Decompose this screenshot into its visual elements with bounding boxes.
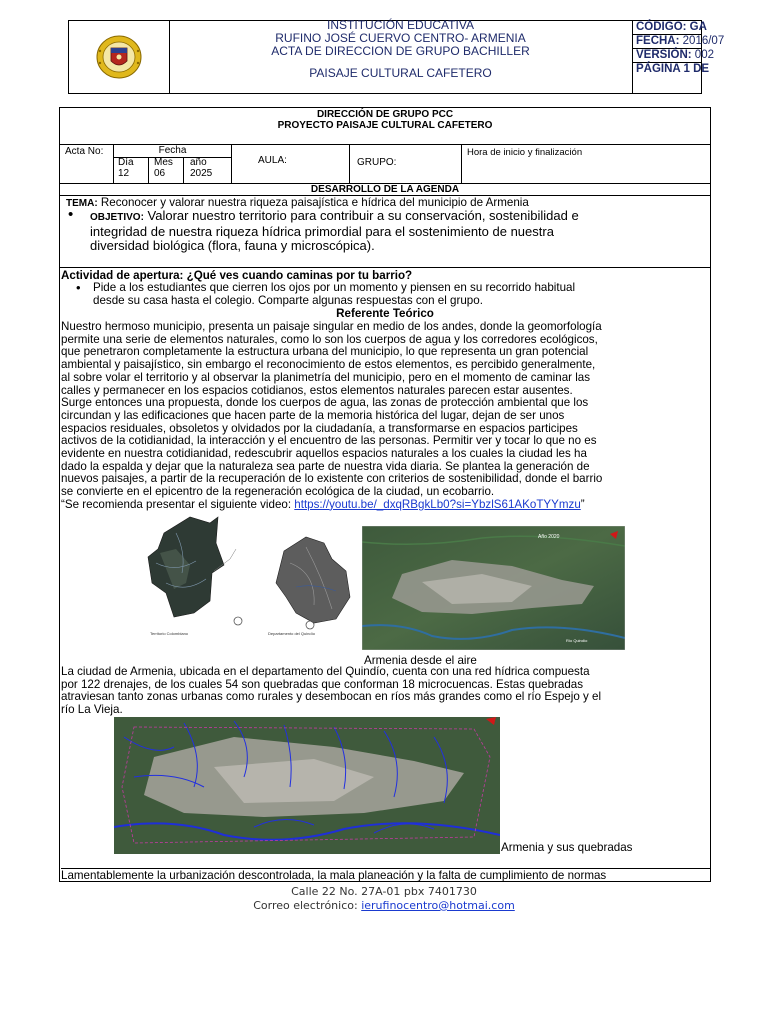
objetivo-block: [68, 206, 705, 254]
header-meta-cell: [632, 21, 725, 93]
referente-paragraph: [61, 321, 710, 512]
p2-line: por 122 drenajes, de los cuales 54 son quebradas que conforman 18 microcuencas. Estas quebradas: [61, 677, 584, 691]
objetivo-line-2: integridad de nuestra riqueza hídrica primordial para el sostenimiento de nuestra: [90, 224, 554, 240]
p1-line: circundan y las edificaciones que hacen parte de la memoria histórica del lugar, dejan de ser unos: [61, 408, 565, 422]
footer-address: Calle 22 No. 27A-01 pbx 7401730: [291, 885, 477, 898]
school-name: RUFINO JOSÉ CUERVO CENTRO- ARMENIA: [275, 31, 526, 45]
form-title-row: [60, 108, 710, 145]
fecha-label: Fecha: [114, 145, 231, 158]
agenda-header: DESARROLLO DE LA AGENDA: [60, 184, 710, 196]
quebradas-caption: Armenia y sus quebradas: [501, 841, 633, 854]
footer-email-line: [0, 899, 768, 912]
objetivo-line-3: diversidad biológica (flora, fauna y microscópica).: [90, 238, 375, 254]
mes-cell: [149, 157, 184, 183]
p1-line: permite una serie de elementos naturales, como lo son los cuerpos de agua y los corredores ecológicos,: [61, 332, 598, 346]
objetivo-label: OBJETIVO:: [90, 212, 144, 223]
school-seal-logo: [69, 21, 169, 93]
hora-cell: [462, 145, 715, 158]
video-link[interactable]: https://youtu.be/_dxqRBgkLb0?si=YbzlS61AKoTYYmzu: [294, 497, 581, 511]
last-line: Lamentablemente la urbanización descontrolada, la mala planeación y la falta de cumplimiento de normas: [61, 868, 710, 883]
acta-no-label: Acta No:: [65, 146, 104, 157]
pagina-label: PÁGINA 1 DE: [636, 63, 710, 75]
p1-line: ambiental y paisajístico, sin embargo el reconocimiento de estos elementos, es percibido generalmente,: [61, 358, 596, 372]
grupo-label: GRUPO:: [357, 157, 397, 168]
map-caption-2: Departamento del Quindío: [268, 631, 315, 636]
aula-label: AULA:: [258, 155, 287, 166]
apertura-line-2: desde su casa hasta el colegio. Comparte algunas respuestas con el grupo.: [93, 294, 483, 307]
version-value: 002: [694, 49, 714, 61]
p2-line: río La Vieja.: [61, 703, 123, 717]
apertura-line-1: Pide a los estudiantes que cierren los ojos por un momento y piensen en su recorrido habitual: [93, 281, 576, 294]
dia-value: 12: [118, 168, 130, 179]
document-header: [68, 18, 725, 94]
p1-line: dado la espalda y dejar que la naturaleza sea parte de nuestra vida diaria. Se plantea la generación de: [61, 459, 590, 473]
header-title-cell: [169, 18, 633, 93]
fecha-label: FECHA:: [636, 35, 680, 47]
video-prefix: “Se recomienda presentar el siguiente video:: [61, 497, 295, 511]
p2-line: La ciudad de Armenia, ubicada en el departamento del Quindío, cuenta con una red hídrica compuesta: [61, 665, 590, 678]
anio-value: 2025: [190, 168, 213, 179]
anio-cell: [184, 157, 231, 183]
objetivo-line-1: Valorar nuestro territorio para contribuir a su conservación, sostenibilidad e: [147, 208, 579, 223]
p1-line: nuevos paisajes, a partir de la recuperación de lo existente con criterios de sostenibilidad, donde el barrio: [61, 472, 603, 486]
aerial-caption: Armenia desde el aire: [364, 654, 477, 667]
institution-name: INSTITUCIÓN EDUCATIVA: [327, 18, 474, 32]
p1-line: se convierte en el epicentro de la regeneración ecológica de la ciudad, un ecobarrio.: [61, 485, 495, 499]
aerial-year-label: Año 2020: [538, 534, 560, 540]
p1-line: evidente en nuestra cotidianidad, redescubrir aquellos espacios naturales a los cuales la ciudad les ha: [61, 447, 587, 461]
bullet-icon: •: [76, 280, 81, 295]
tema-objetivo-row: [60, 196, 710, 268]
video-line: [61, 499, 710, 512]
p1-line: espacios residuales, obsoletos y olvidados por la ciudadanía, a transformarse en espacios participes: [61, 421, 578, 435]
mes-value: 06: [154, 168, 166, 179]
bullet-icon: •: [68, 206, 74, 223]
version-label: VERSIÓN:: [636, 49, 692, 61]
armenia-paragraph: [61, 666, 710, 717]
referente-title: Referente Teórico: [336, 307, 434, 320]
tema-label: TEMA:: [66, 198, 98, 209]
armenia-quebradas-image: [114, 717, 500, 854]
anio-label: año: [190, 157, 207, 168]
grupo-cell: [350, 145, 462, 183]
acta-info-row: [60, 145, 710, 184]
p1-line: al sobre volar el territorio y al observar la planimetría del municipio, pero en el momento de caminar las: [61, 370, 591, 384]
map-caption-1: Territorio Colombiano: [150, 631, 189, 636]
p1-line: que penetraron completamente la estructura urbana del municipio, lo que representa un gran potencial: [61, 345, 589, 359]
aerial-place-label: Río Quindío: [566, 638, 588, 643]
footer-email-label: Correo electrónico:: [253, 899, 362, 912]
p1-line: Nuestro hermoso municipio, presenta un paisaje singular en medio de los andes, donde la geomorfología: [61, 320, 602, 333]
colombia-quindio-maps-image: [146, 513, 362, 653]
acta-no-cell: [60, 145, 114, 183]
form-title-1: DIRECCIÓN DE GRUPO PCC: [316, 109, 454, 120]
p1-line: Surge entonces una propuesta, donde los cuerpos de agua, las zonas de protección ambiental que los: [61, 396, 589, 410]
mes-label: Mes: [154, 157, 173, 168]
footer-email-link[interactable]: ierufinocentro@hotmai.com: [361, 899, 515, 912]
fecha-value: 2016/07: [682, 35, 725, 47]
hora-label: Hora de inicio y finalización: [467, 147, 583, 158]
dia-label: Día: [118, 157, 134, 168]
dia-cell: [114, 157, 149, 183]
fecha-cell: [114, 145, 232, 183]
apertura-title: Actividad de apertura: ¿Qué ves cuando caminas por tu barrio?: [61, 269, 413, 282]
aula-cell: [232, 145, 350, 183]
logo-cell: [69, 21, 170, 93]
armenia-aerial-image: [362, 526, 625, 650]
codigo-label: CÓDIGO: GA: [632, 21, 702, 35]
project-title: PAISAJE CULTURAL CAFETERO: [309, 66, 492, 80]
tema-text: Reconocer y valorar nuestra riqueza paisajística e hídrica del municipio de Armenia: [100, 196, 529, 209]
p1-line: activos de la cotidianidad, la interacción y el encuentro de las personas. Permitir ver y tocar lo que no es: [61, 434, 597, 448]
video-suffix: ”: [580, 497, 585, 511]
act-title: ACTA DE DIRECCION DE GRUPO BACHILLER: [271, 44, 530, 58]
p2-line: atraviesan tanto zonas urbanas como rurales y desembocan en ríos más grandes como el río Espejo y el: [61, 690, 602, 704]
form-title-2: PROYECTO PAISAJE CULTURAL CAFETERO: [277, 120, 493, 131]
p1-line: calles y permanecer en los espacios cotidianos, estos elementos naturales parecen estar ausentes.: [61, 383, 573, 397]
main-form-frame: [59, 107, 711, 882]
apertura-text: [76, 280, 709, 307]
